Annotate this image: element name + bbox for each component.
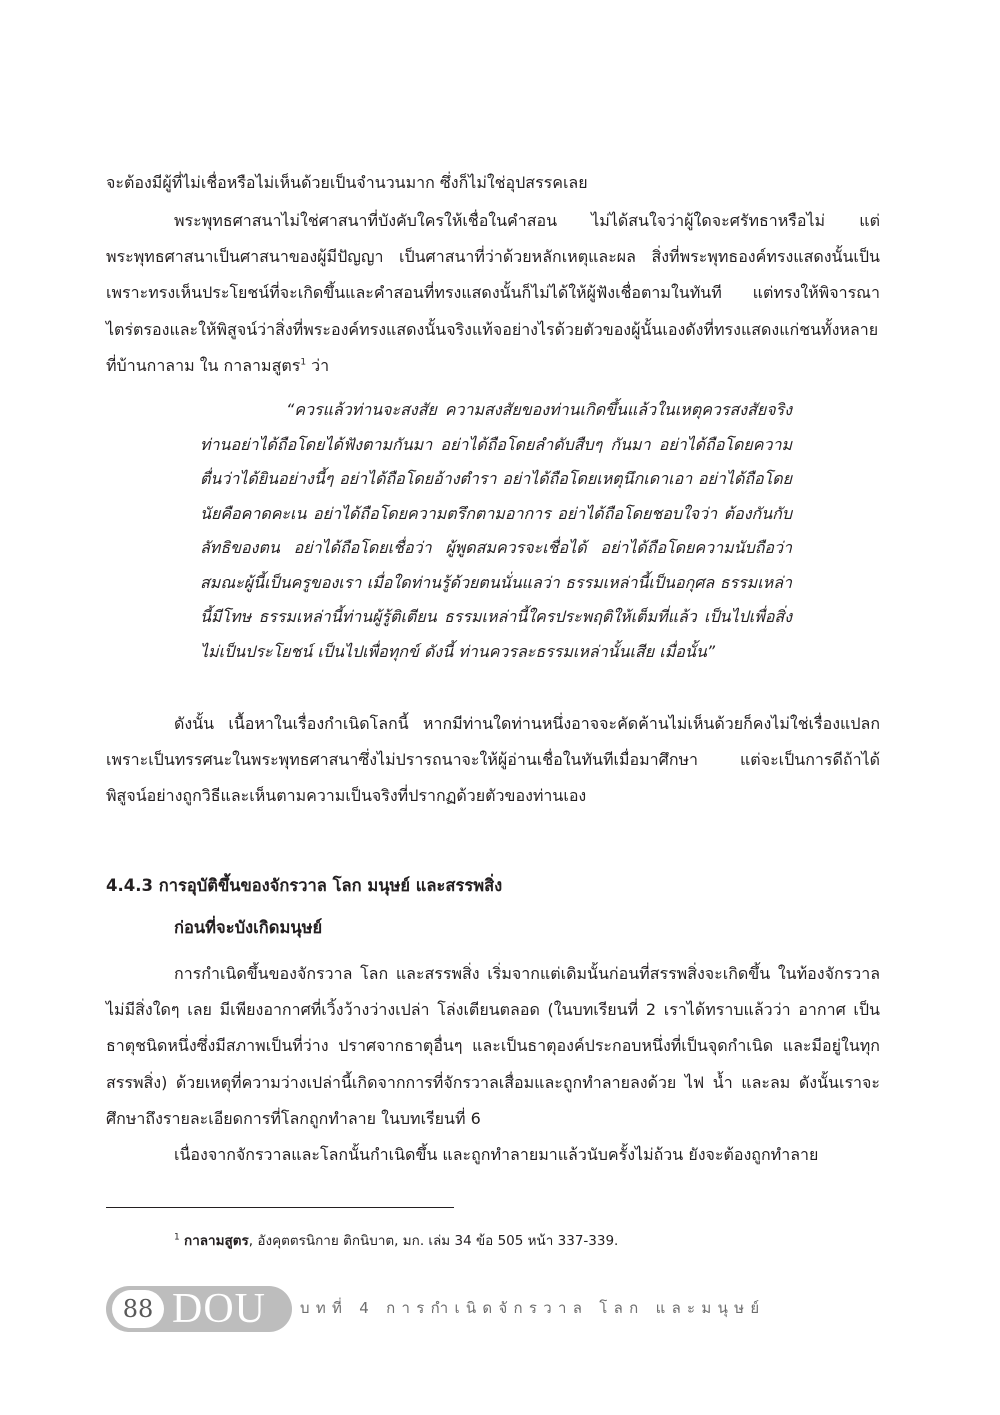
brand-logo: DOU <box>172 1286 266 1332</box>
paragraph-buddhism <box>106 203 880 384</box>
footnote-divider <box>106 1207 454 1208</box>
kalama-quote: “ควรแล้วท่านจะสงสัย ความสงสัยของท่านเกิดขึ้นแล้วในเหตุควรสงสัยจริง ท่านอย่าได้ถือโดยได้ฟังตามกันมา อย่าได้ถือโดยลำดับสืบๆ กันมา อย่าได้ถือโดยความตื่นว่าได้ยินอย่างนี้ๆ อย่าได้ถือโดยอ้างตำรา อย่าได้ถือโดยเหตุนึกเดาเอา อย่าได้ถือโดยนัยคือคาดคะเน อย่าได้ถือโดยความตรึกตามอาการ อย่าได้ถือโดยชอบใจว่า ต้องกันกับลัทธิของตน อย่าได้ถือโดยเชื่อว่า ผู้พูดสมควรจะเชื่อได้ อย่าได้ถือโดยความนับถือว่า สมณะผู้นี้เป็นครูของเรา เมื่อใดท่านรู้ด้วยตนนั่นแลว่า ธรรมเหล่านี้เป็นอกุศล ธรรมเหล่านี้มีโทษ ธรรมเหล่านี้ท่านผู้รู้ติเตียน ธรรมเหล่านี้ใครประพฤติให้เต็มที่แล้ว เป็นไปเพื่อสิ่งไม่เป็นประโยชน์ เป็นไปเพื่อทุกข์ ดังนี้ ท่านควรละธรรมเหล่านั้นเสีย เมื่อนั้น” <box>200 400 792 661</box>
page-number: 88 <box>112 1290 164 1328</box>
paragraph-origin: การกำเนิดขึ้นของจักรวาล โลก และสรรพสิ่ง เริ่มจากแต่เดิมนั้นก่อนที่สรรพสิ่งจะเกิดขึ้น ในท้องจักรวาลไม่มีสิ่งใดๆ เลย มีเพียงอากาศที่เวิ้งว้างว่างเปล่า โล่งเตียนตลอด (ในบทเรียนที่ 2 เราได้ทราบแล้วว่า อากาศ เป็นธาตุชนิดหนึ่งซึ่งมีสภาพเป็นที่ว่าง ปราศจากธาตุอื่นๆ และเป็นธาตุองค์ประกอบหนึ่งที่เป็นจุดกำเนิด และมีอยู่ในทุกสรรพสิ่ง) ด้วยเหตุที่ความว่างเปล่านี้เกิดจากการที่จักรวาลเสื่อมและถูกทำลายลงด้วย ไฟ น้ำ และลม ดังนั้นเราจะศึกษาถึงรายละเอียดการที่โลกถูกทำลาย ในบทเรียนที่ 6 <box>106 964 880 1128</box>
footnote-title: กาลามสูตร <box>184 1233 249 1249</box>
paragraph-buddhism-end: ว่า <box>306 355 330 375</box>
footnote-number: 1 <box>174 1232 180 1243</box>
footnote <box>174 1230 618 1252</box>
paragraph-therefore: ดังนั้น เนื้อหาในเรื่องกำเนิดโลกนี้ หากมีท่านใดท่านหนึ่งอาจจะคัดค้านไม่เห็นด้วยก็คงไม่ใช่เรื่องแปลก เพราะเป็นทรรศนะในพระพุทธศาสนาซึ่งไม่ปรารถนาจะให้ผู้อ่านเชื่อในทันทีเมื่อมาศึกษา แต่จะเป็นการดีถ้าได้พิสูจน์อย่างถูกวิธีและเห็นตามความเป็นจริงที่ปรากฏด้วยตัวของท่านเอง <box>106 714 880 806</box>
section-heading: 4.4.3 การอุบัติขึ้นของจักรวาล โลก มนุษย์ และสรรพสิ่ง <box>106 876 503 895</box>
paragraph-intro: จะต้องมีผู้ที่ไม่เชื่อหรือไม่เห็นด้วยเป็นจำนวนมาก ซึ่งก็ไม่ใช่อุปสรรคเลย <box>106 173 588 192</box>
chapter-title: บทที่ 4 การกำเนิดจักรวาล โลก และมนุษย์ <box>300 1299 766 1317</box>
footnote-text: , อังคุตตรนิกาย ติกนิบาต, มก. เล่ม 34 ข้อ 505 หน้า 337-339. <box>248 1233 619 1249</box>
footnote-marker: 1 <box>300 357 307 368</box>
subheading: ก่อนที่จะบังเกิดมนุษย์ <box>174 918 323 937</box>
paragraph-buddhism-text: พระพุทธศาสนาไม่ใช่ศาสนาที่บังคับใครให้เชื่อในคำสอน ไม่ได้สนใจว่าผู้ใดจะศรัทธาหรือไม่ แต่พระพุทธศาสนาเป็นศาสนาของผู้มีปัญญา เป็นศาสนาที่ว่าด้วยหลักเหตุและผล สิ่งที่พระพุทธองค์ทรงแสดงนั้นเป็นเพราะทรงเห็นประโยชน์ที่จะเกิดขึ้นและคำสอนที่ทรงแสดงนั้นก็ไม่ได้ให้ผู้ฟังเชื่อตามในทันที แต่ทรงให้พิจารณาไตร่ตรองและให้พิสูจน์ว่าสิ่งที่พระองค์ทรงแสดงนั้นจริงแท้จอย่างไรด้วยตัวของผู้นั้นเองดังที่ทรงแสดงแก่ชนทั้งหลาย ที่บ้านกาลาม ใน กาลามสูตร <box>106 211 880 375</box>
paragraph-destroy: เนื่องจากจักรวาลและโลกนั้นกำเนิดขึ้น และถูกทำลายมาแล้วนับครั้งไม่ถ้วน ยังจะต้องถูกทำลาย <box>174 1145 819 1164</box>
